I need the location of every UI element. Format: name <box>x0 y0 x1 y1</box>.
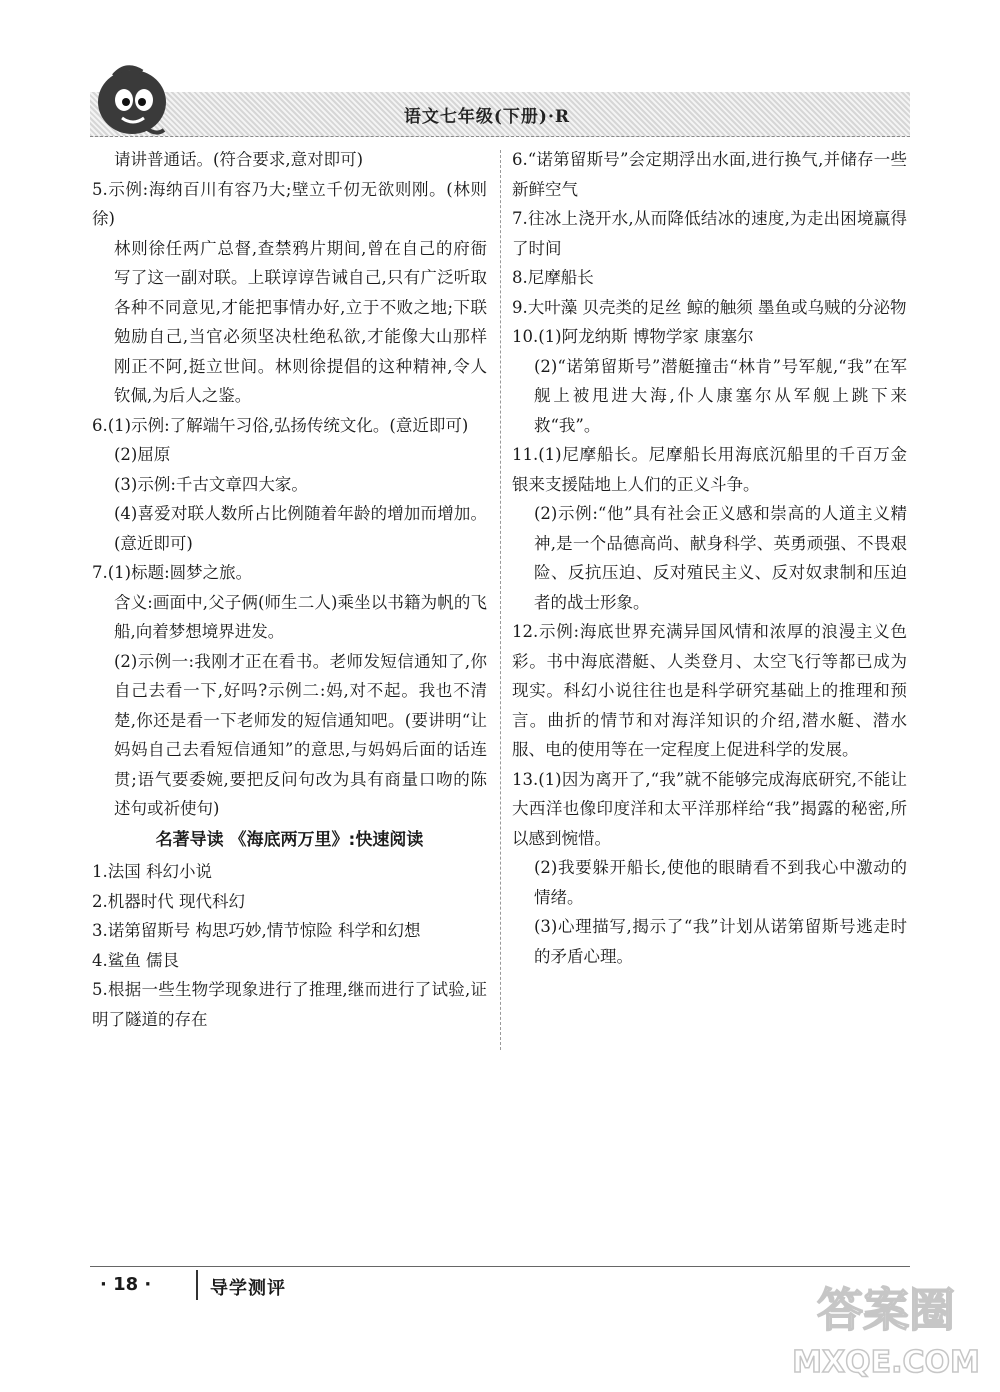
answer-paragraph: (2)示例一:我刚才正在看书。老师发短信通知了,你自己去看一下,好吗?示例二:妈,对不起。我也不清楚,你还是看一下老师发的短信通知吧。(要讲明“让妈妈自己去看短信通知”的意思,与妈妈后面的话连贯;语气要委婉,要把反问句改为具有商量口吻的陈述句或祈使句) <box>114 651 487 818</box>
answer-paragraph: 7.(1)标题:圆梦之旅。 <box>92 563 253 582</box>
answer-paragraph: 11.(1)尼摩船长。尼摩船长用海底沉船里的千百万金银来支援陆地上人们的正义斗争。 <box>512 445 907 494</box>
answer-paragraph: 林则徐任两广总督,查禁鸦片期间,曾在自己的府衙写了这一副对联。上联谆谆告诫自己,只有广泛听取各种不同意见,才能把事情办好,立于不败之地;下联勉励自己,当官必须坚决杜绝私欲,才能像大山那样刚正不阿,挺立世间。林则徐提倡的这种精神,令人钦佩,为后人之鉴。 <box>114 238 487 405</box>
answer-paragraph: 5.根据一些生物学现象进行了推理,继而进行了试验,证明了隧道的存在 <box>92 980 487 1029</box>
answer-paragraph: 7.往冰上浇开水,从而降低结冰的速度,为走出困境赢得了时间 <box>512 209 907 258</box>
answer-paragraph: (2)屈原 <box>114 445 171 464</box>
answer-paragraph: 8.尼摩船长 <box>512 268 594 287</box>
footer-separator <box>196 1270 198 1300</box>
mascot-icon <box>86 56 186 146</box>
left-column <box>92 145 487 1034</box>
answer-paragraph: (4)喜爱对联人数所占比例随着年龄的增加而增加。(意近即可) <box>114 504 487 553</box>
answer-paragraph: 3.诺第留斯号 构思巧妙,情节惊险 科学和幻想 <box>92 921 421 940</box>
answer-paragraph: (2)我要躲开船长,使他的眼睛看不到我心中激动的情绪。 <box>534 858 907 907</box>
answer-paragraph: 5.示例:海纳百川有容乃大;壁立千仞无欲则刚。(林则徐) <box>92 179 487 228</box>
page-number: · 18 · <box>100 1274 152 1295</box>
answer-paragraph: (2)示例:“他”具有社会正义感和崇高的人道主义精神,是一个品德高尚、献身科学、英勇顽强、不畏艰险、反抗压迫、反对殖民主义、反对奴隶制和压迫者的战士形象。 <box>534 504 907 612</box>
header-title: 语文七年级(下册)·R <box>403 107 570 127</box>
section-title: 名著导读 《海底两万里》:快速阅读 <box>155 829 424 850</box>
watermark-line2: MXQE.COM <box>792 1345 980 1380</box>
answer-paragraph: 10.(1)阿龙纳斯 博物学家 康塞尔 <box>512 327 754 346</box>
answer-paragraph: 4.鲨鱼 儒艮 <box>92 950 179 970</box>
answer-paragraph: 1.法国 科幻小说 <box>92 862 212 881</box>
answer-paragraph: 13.(1)因为离开了,“我”就不能够完成海底研究,不能让大西洋也像印度洋和太平洋那样给“我”揭露的秘密,所以感到惋惜。 <box>512 769 907 848</box>
answer-paragraph: 6.(1)示例:了解端午习俗,弘扬传统文化。(意近即可) <box>92 415 469 435</box>
watermark-logo-icon <box>786 1264 986 1384</box>
page-header <box>90 92 910 137</box>
column-divider <box>500 150 501 1050</box>
answer-paragraph: 9.大叶藻 贝壳类的足丝 鲸的触须 墨鱼或乌贼的分泌物 <box>512 297 907 317</box>
answer-paragraph: 12.示例:海底世界充满异国风情和浓厚的浪漫主义色彩。书中海底潜艇、人类登月、太空飞行等都已成为现实。科幻小说往往也是科学研究基础上的推理和预言。曲折的情节和对海洋知识的介绍,潜水艇、潜水服、电的使用等在一定程度上促进科学的发展。 <box>512 622 907 759</box>
answer-paragraph: 含义:画面中,父子俩(师生二人)乘坐以书籍为帆的飞船,向着梦想境界进发。 <box>114 592 487 641</box>
answer-paragraph: 请讲普通话。(符合要求,意对即可) <box>114 150 364 169</box>
answer-paragraph: (2)“诺第留斯号”潜艇撞击“林肯”号军舰,“我”在军舰上被甩进大海,仆人康塞尔从军舰上跳下来救“我”。 <box>534 356 907 435</box>
right-column <box>512 145 907 971</box>
answer-paragraph: (3)示例:千古文章四大家。 <box>114 474 308 494</box>
answer-paragraph: 2.机器时代 现代科幻 <box>92 891 245 911</box>
watermark-line1: 答案圈 <box>817 1283 955 1337</box>
answer-paragraph: (3)心理描写,揭示了“我”计划从诺第留斯号逃走时的矛盾心理。 <box>534 917 907 966</box>
footer-brand: 导学测评 <box>210 1278 286 1299</box>
answer-paragraph: 6.“诺第留斯号”会定期浮出水面,进行换气,并储存一些新鲜空气 <box>512 150 907 199</box>
